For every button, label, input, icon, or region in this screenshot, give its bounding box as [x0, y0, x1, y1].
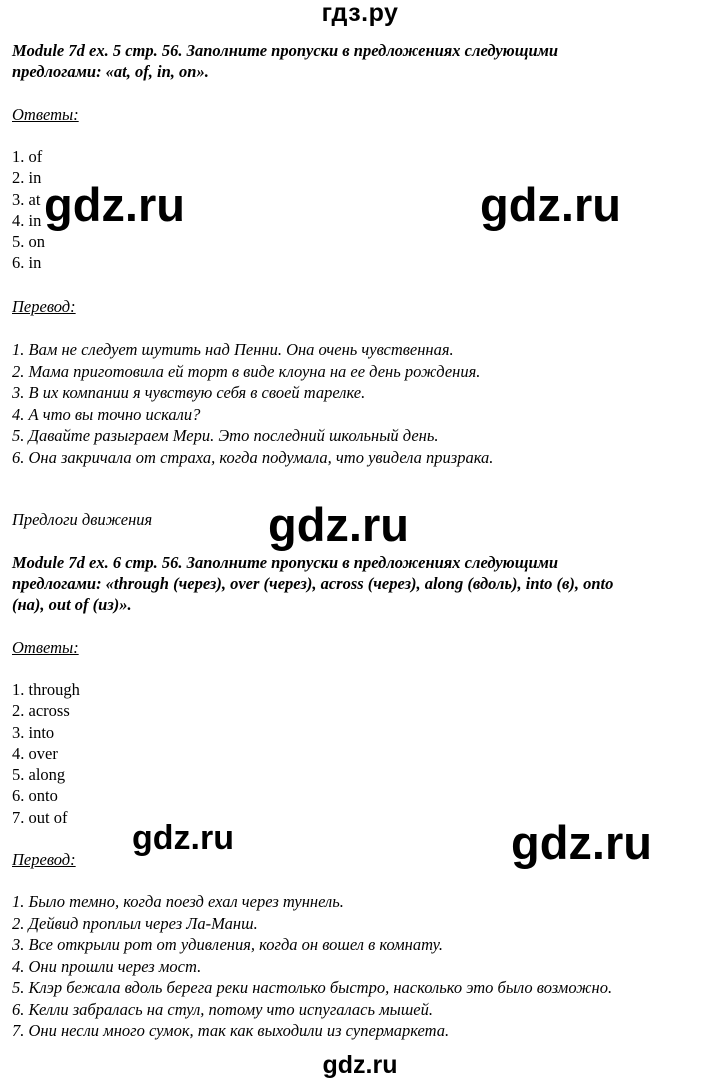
ex5-answers-label: Ответы:: [12, 105, 79, 124]
list-item: 3. at: [12, 189, 41, 209]
list-item: 3. Все открыли рот от удивления, когда он вошел в комнату.: [12, 935, 443, 954]
watermark: gdz.ru: [44, 178, 185, 231]
watermark: gdz.ru: [480, 178, 621, 231]
list-item: 2. Мама приготовила ей торт в виде клоуна на ее день рождения.: [12, 361, 481, 381]
list-item: 3. В их компании я чувствую себя в своей тарелке.: [12, 383, 366, 402]
ex5-translation-label: Перевод:: [12, 297, 76, 316]
ex6-translation-label: Перевод:: [12, 850, 76, 869]
list-item: 5. Давайте разыграем Мери. Это последний школьный день.: [12, 426, 439, 445]
ex5-title-line2: предлогами: «at, of, in, on».: [12, 62, 209, 81]
ex6-title-line1: Module 7d ex. 6 стр. 56. Заполните пропуски в предложениях следующими: [12, 553, 559, 572]
list-item: 3. into: [12, 722, 55, 742]
ex5-title-line1: Module 7d ex. 5 стр. 56. Заполните пропуски в предложениях следующими: [12, 41, 559, 60]
ex6-title-line2: предлогами: «through (через), over (через), across (через), along (вдоль), into (в), onto: [12, 574, 614, 593]
ex5-answers-list: [12, 146, 45, 274]
list-item: 1. of: [12, 147, 43, 166]
list-item: 4. Они прошли через мост.: [12, 956, 202, 976]
site-header: гдз.ру: [321, 0, 399, 27]
list-item: 2. Дейвид проплыл через Ла-Манш.: [12, 913, 258, 933]
watermark: gdz.ru: [511, 816, 652, 869]
list-item: 1. through: [12, 680, 80, 699]
list-item: 5. on: [12, 232, 45, 252]
list-item: 2. across: [12, 701, 70, 721]
section-label: Предлоги движения: [12, 510, 153, 529]
list-item: 6. onto: [12, 786, 58, 806]
list-item: 5. along: [12, 765, 66, 785]
watermark: gdz.ru: [268, 498, 409, 551]
list-item: 6. in: [12, 253, 42, 273]
list-item: 4. in: [12, 210, 42, 230]
list-item: 6. Она закричала от страха, когда подумала, что увидела призрака.: [12, 447, 494, 467]
list-item: 5. Клэр бежала вдоль берега реки настолько быстро, насколько это было возможно.: [12, 978, 613, 997]
list-item: 1. Было темно, когда поезд ехал через туннель.: [12, 892, 344, 911]
list-item: 4. over: [12, 743, 58, 763]
ex6-answers-list: [12, 679, 80, 828]
list-item: 4. А что вы точно искали?: [12, 404, 201, 424]
watermark: gdz.ru: [132, 819, 234, 857]
list-item: 6. Келли забралась на стул, потому что испугалась мышей.: [12, 999, 433, 1019]
list-item: 7. out of: [12, 807, 68, 827]
ex5-translation-list: [12, 339, 493, 468]
ex6-answers-label: Ответы:: [12, 638, 79, 657]
ex6-translation-list: [12, 891, 612, 1042]
ex6-title-line3: (на), out of (из)».: [12, 595, 132, 614]
ex6-title: [12, 552, 613, 615]
list-item: 7. Они несли много сумок, так как выходили из супермаркета.: [12, 1021, 450, 1040]
list-item: 2. in: [12, 168, 42, 188]
list-item: 1. Вам не следует шутить над Пенни. Она очень чувственная.: [12, 340, 454, 359]
ex5-title: [12, 40, 558, 82]
site-footer: gdz.ru: [322, 1051, 398, 1079]
